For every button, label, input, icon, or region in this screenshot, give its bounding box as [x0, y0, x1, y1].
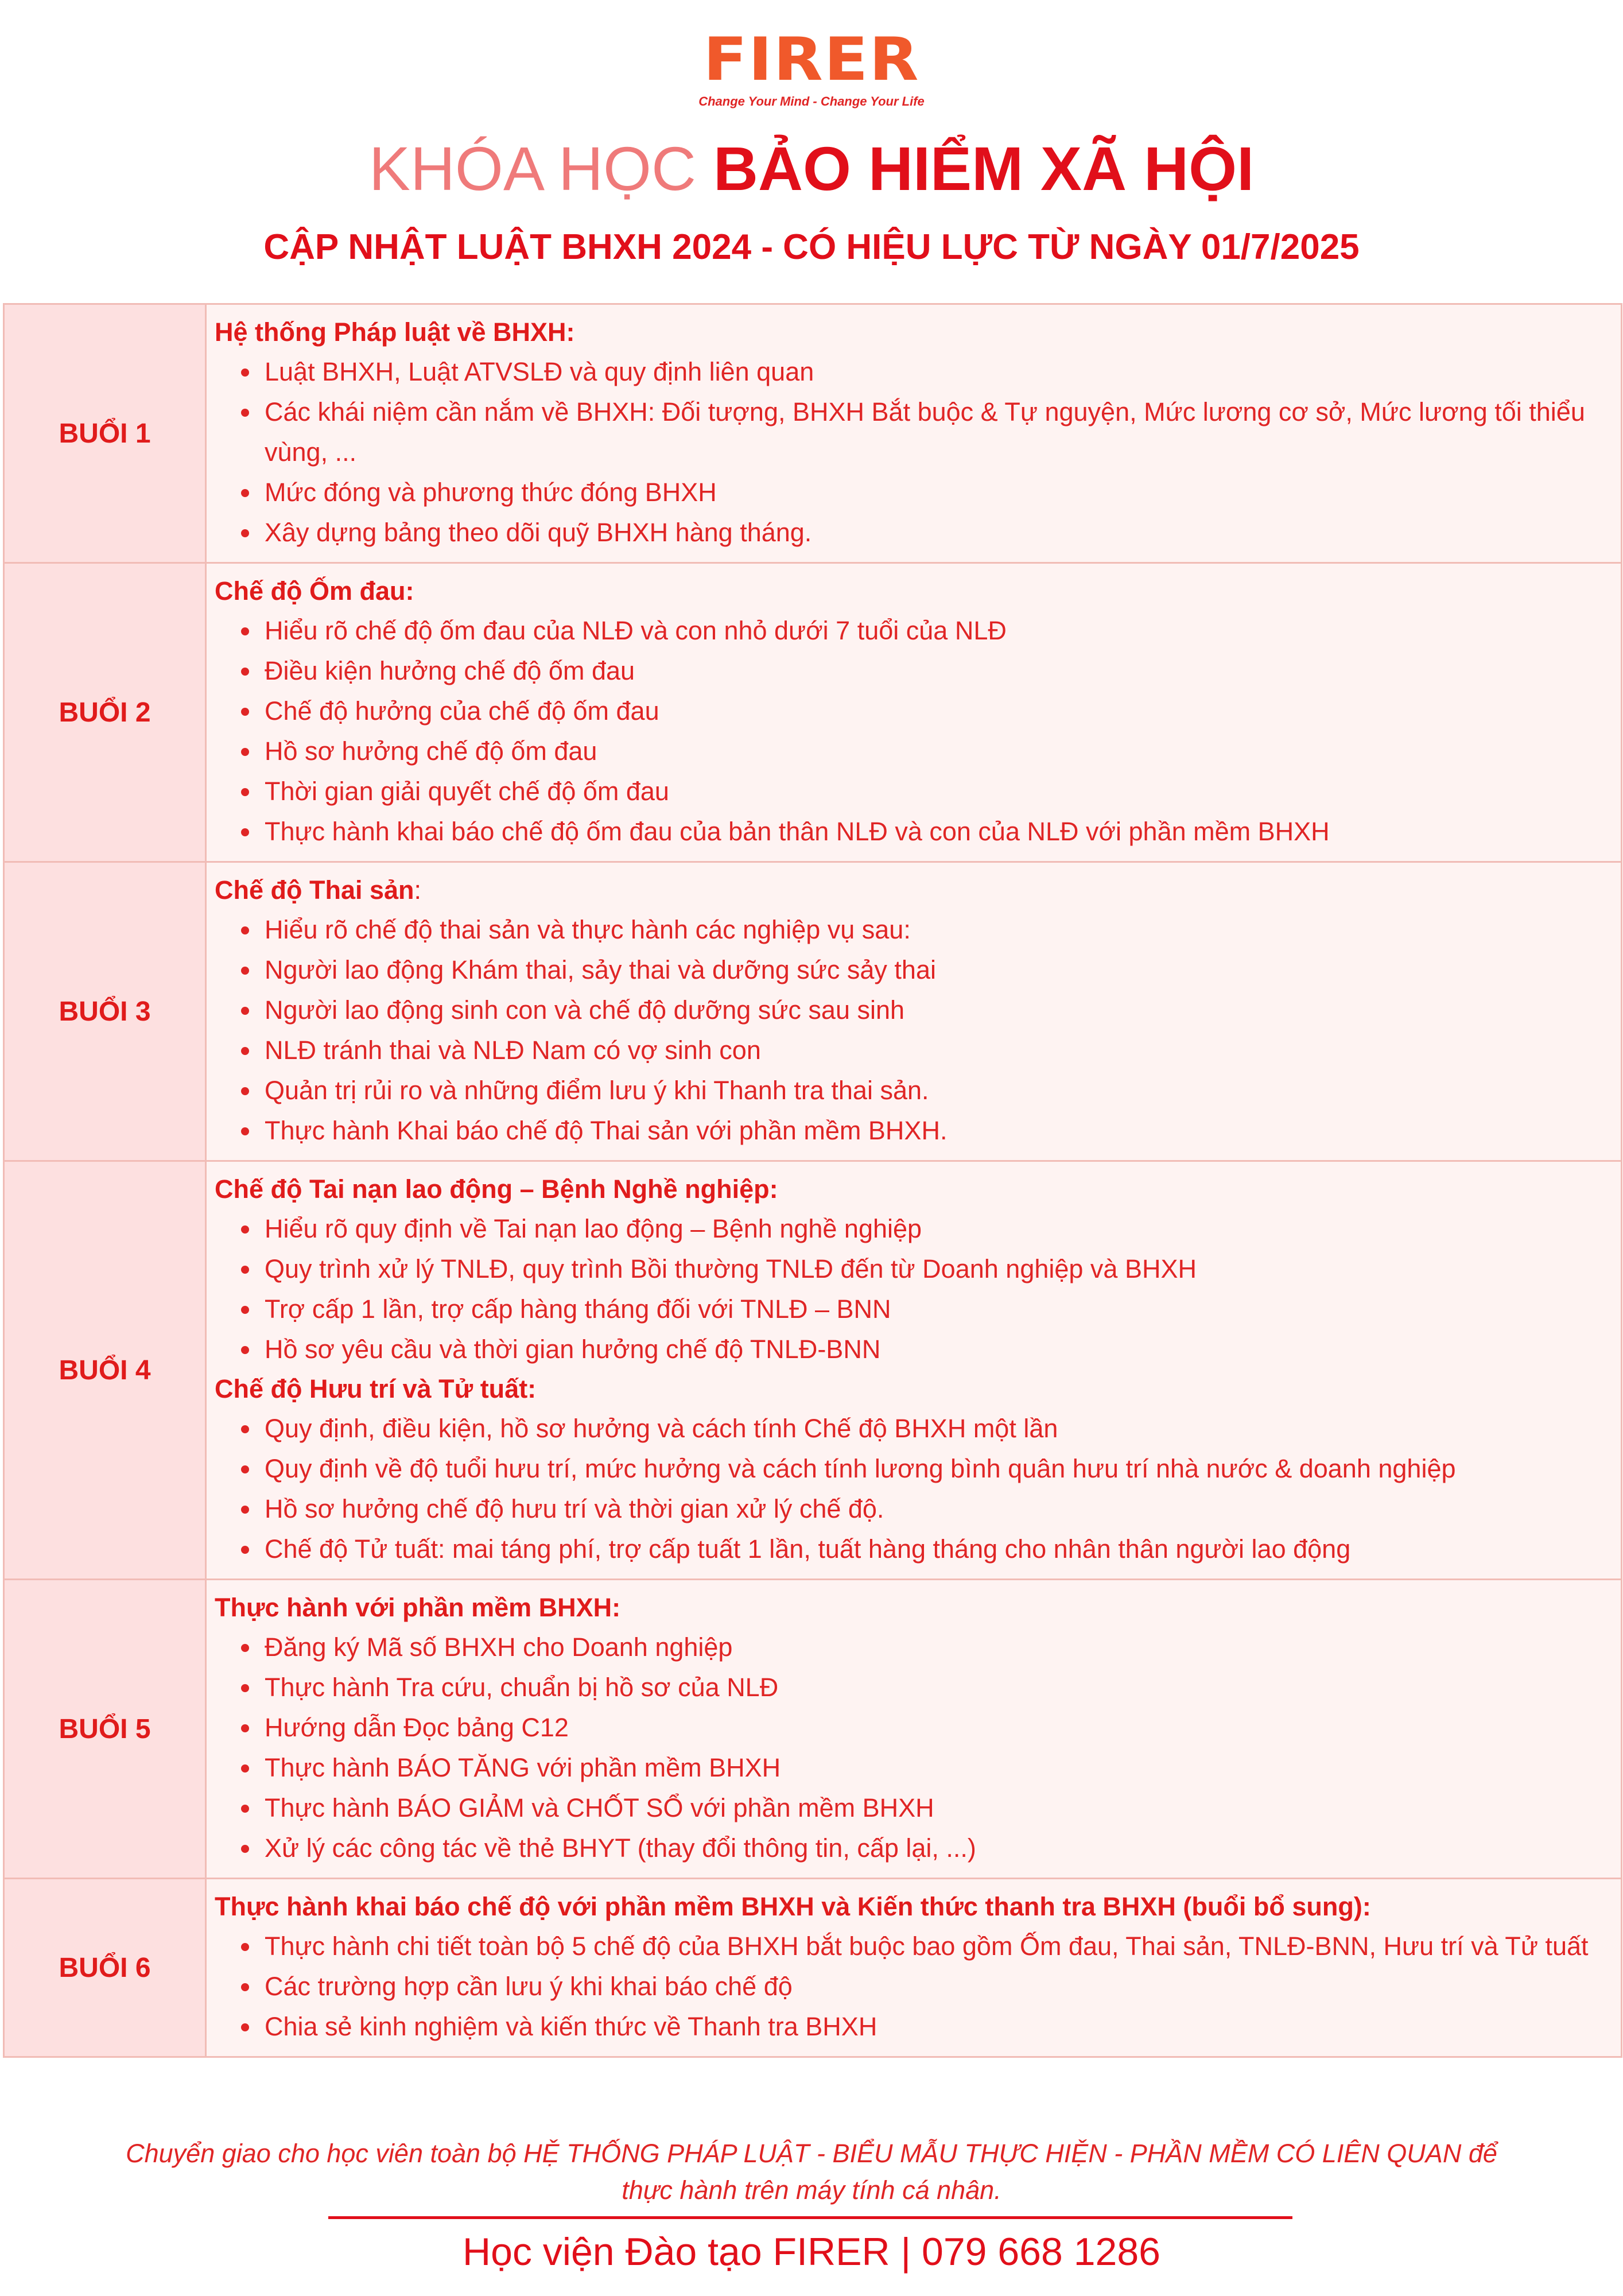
session-content — [206, 563, 1622, 862]
topic-item: Xử lý các công tác về thẻ BHYT (thay đổi thông tin, cấp lại, ...) — [215, 1828, 1609, 1868]
section-heading-suffix: : — [414, 875, 422, 905]
section-heading — [215, 572, 1609, 611]
session-content — [206, 304, 1622, 563]
topic-item: Chế độ Tử tuất: mai táng phí, trợ cấp tuất 1 lần, tuất hàng tháng cho nhân thân người lao động — [215, 1529, 1609, 1569]
session-content — [206, 862, 1622, 1161]
section-heading-text: Hệ thống Pháp luật về BHXH: — [215, 317, 575, 347]
session-label: BUỔI 4 — [4, 1161, 206, 1580]
session-row — [4, 1161, 1622, 1580]
topic-item: Đăng ký Mã số BHXH cho Doanh nghiệp — [215, 1627, 1609, 1667]
topic-item: Hướng dẫn Đọc bảng C12 — [215, 1708, 1609, 1748]
topic-item: NLĐ tránh thai và NLĐ Nam có vợ sinh con — [215, 1030, 1609, 1071]
topic-list — [215, 352, 1609, 553]
section-heading-text: Thực hành với phần mềm BHXH: — [215, 1593, 621, 1622]
topic-list — [215, 1926, 1609, 2047]
topic-item: Thực hành BÁO TĂNG với phần mềm BHXH — [215, 1748, 1609, 1788]
footer-note — [23, 2135, 1600, 2209]
topic-item: Thực hành Khai báo chế độ Thai sản với phần mềm BHXH. — [215, 1111, 1609, 1151]
course-schedule-table — [3, 303, 1622, 2058]
topic-item: Hồ sơ yêu cầu và thời gian hưởng chế độ TNLĐ-BNN — [215, 1329, 1609, 1370]
footer-contact: Học viện Đào tạo FIRER | 079 668 1286 — [463, 2230, 1160, 2274]
topic-item: Người lao động Khám thai, sảy thai và dưỡng sức sảy thai — [215, 950, 1609, 990]
topic-item: Hiểu rõ quy định về Tai nạn lao động – Bệnh nghề nghiệp — [215, 1209, 1609, 1249]
firer-logo — [0, 25, 1623, 109]
session-label: BUỔI 2 — [4, 563, 206, 862]
topic-item: Thực hành khai báo chế độ ốm đau của bản thân NLĐ và con của NLĐ với phần mềm BHXH — [215, 812, 1609, 852]
section-heading-text: Chế độ Hưu trí và Tử tuất: — [215, 1374, 537, 1403]
session-row — [4, 304, 1622, 563]
topic-item: Mức đóng và phương thức đóng BHXH — [215, 472, 1609, 513]
topic-item: Quy trình xử lý TNLĐ, quy trình Bồi thường TNLĐ đến từ Doanh nghiệp và BHXH — [215, 1249, 1609, 1289]
title-prefix: KHÓA HỌC — [368, 134, 697, 203]
topic-item: Người lao động sinh con và chế độ dưỡng sức sau sinh — [215, 990, 1609, 1030]
section-heading — [215, 313, 1609, 352]
schedule-body — [4, 304, 1622, 2057]
footer-note-line-1: Chuyển giao cho học viên toàn bộ HỆ THỐNG PHÁP LUẬT - BIỂU MẪU THỰC HIỆN - PHẦN MỀM CÓ LIÊN QUAN để — [126, 2139, 1497, 2168]
topic-item: Luật BHXH, Luật ATVSLĐ và quy định liên quan — [215, 352, 1609, 392]
topic-list — [215, 611, 1609, 852]
session-row — [4, 1580, 1622, 1879]
session-label: BUỔI 3 — [4, 862, 206, 1161]
session-row — [4, 1879, 1622, 2057]
topic-item: Thực hành chi tiết toàn bộ 5 chế độ của BHXH bắt buộc bao gồm Ốm đau, Thai sản, TNLĐ-BNN, Hưu trí và Tử tuất — [215, 1926, 1609, 1967]
topic-item: Thời gian giải quyết chế độ ốm đau — [215, 771, 1609, 812]
session-row — [4, 862, 1622, 1161]
topic-item: Quy định, điều kiện, hồ sơ hưởng và cách tính Chế độ BHXH một lần — [215, 1409, 1609, 1449]
logo-wordmark: FIRER — [703, 25, 920, 94]
session-content — [206, 1580, 1622, 1879]
section-heading — [215, 1887, 1609, 1926]
topic-item: Thực hành BÁO GIẢM và CHỐT SỔ với phần mềm BHXH — [215, 1788, 1609, 1828]
session-label: BUỔI 1 — [4, 304, 206, 563]
topic-item: Chia sẻ kinh nghiệm và kiến thức về Thanh tra BHXH — [215, 2007, 1609, 2047]
topic-list — [215, 910, 1609, 1151]
session-row — [4, 563, 1622, 862]
section-heading-text: Thực hành khai báo chế độ với phần mềm BHXH và Kiến thức thanh tra BHXH (buổi bổ sung): — [215, 1892, 1371, 1921]
page-subtitle: CẬP NHẬT LUẬT BHXH 2024 - CÓ HIỆU LỰC TỪ NGÀY 01/7/2025 — [263, 227, 1360, 267]
session-content — [206, 1879, 1622, 2057]
topic-item: Các trường hợp cần lưu ý khi khai báo chế độ — [215, 1967, 1609, 2007]
section-heading-text: Chế độ Tai nạn lao động – Bệnh Nghề nghiệp: — [215, 1174, 778, 1204]
topic-item: Hồ sơ hưởng chế độ hưu trí và thời gian xử lý chế độ. — [215, 1489, 1609, 1529]
topic-item: Hiểu rõ chế độ ốm đau của NLĐ và con nhỏ dưới 7 tuổi của NLĐ — [215, 611, 1609, 651]
section-heading — [215, 1170, 1609, 1209]
topic-item: Chế độ hưởng của chế độ ốm đau — [215, 691, 1609, 731]
topic-list — [215, 1409, 1609, 1569]
topic-item: Hiểu rõ chế độ thai sản và thực hành các nghiệp vụ sau: — [215, 910, 1609, 950]
topic-item: Các khái niệm cần nắm về BHXH: Đối tượng, BHXH Bắt buộc & Tự nguyện, Mức lương cơ sở, Mức lương tối thiểu vùng, ... — [215, 392, 1609, 472]
title-highlight: BẢO HIỂM XÃ HỘI — [713, 134, 1255, 203]
topic-list — [215, 1209, 1609, 1370]
footer-note-line-2: thực hành trên máy tính cá nhân. — [622, 2175, 1001, 2205]
topic-item: Hồ sơ hưởng chế độ ốm đau — [215, 731, 1609, 771]
topic-item: Thực hành Tra cứu, chuẩn bị hồ sơ của NLĐ — [215, 1667, 1609, 1708]
session-content — [206, 1161, 1622, 1580]
topic-item: Điều kiện hưởng chế độ ốm đau — [215, 651, 1609, 691]
topic-item: Quy định về độ tuổi hưu trí, mức hưởng và cách tính lương bình quân hưu trí nhà nước & doanh nghiệp — [215, 1449, 1609, 1489]
session-label: BUỔI 6 — [4, 1879, 206, 2057]
footer-divider — [328, 2216, 1292, 2219]
topic-item: Trợ cấp 1 lần, trợ cấp hàng tháng đối với TNLĐ – BNN — [215, 1289, 1609, 1329]
page-title — [0, 133, 1623, 204]
section-heading — [215, 1370, 1609, 1409]
topic-item: Quản trị rủi ro và những điểm lưu ý khi Thanh tra thai sản. — [215, 1071, 1609, 1111]
logo-tagline: Change Your Mind - Change Your Life — [698, 94, 925, 108]
topic-list — [215, 1627, 1609, 1868]
section-heading — [215, 1588, 1609, 1627]
section-heading — [215, 871, 1609, 910]
session-label: BUỔI 5 — [4, 1580, 206, 1879]
section-heading-text: Chế độ Ốm đau: — [215, 576, 414, 606]
topic-item: Xây dựng bảng theo dõi quỹ BHXH hàng tháng. — [215, 513, 1609, 553]
section-heading-text: Chế độ Thai sản — [215, 875, 414, 905]
